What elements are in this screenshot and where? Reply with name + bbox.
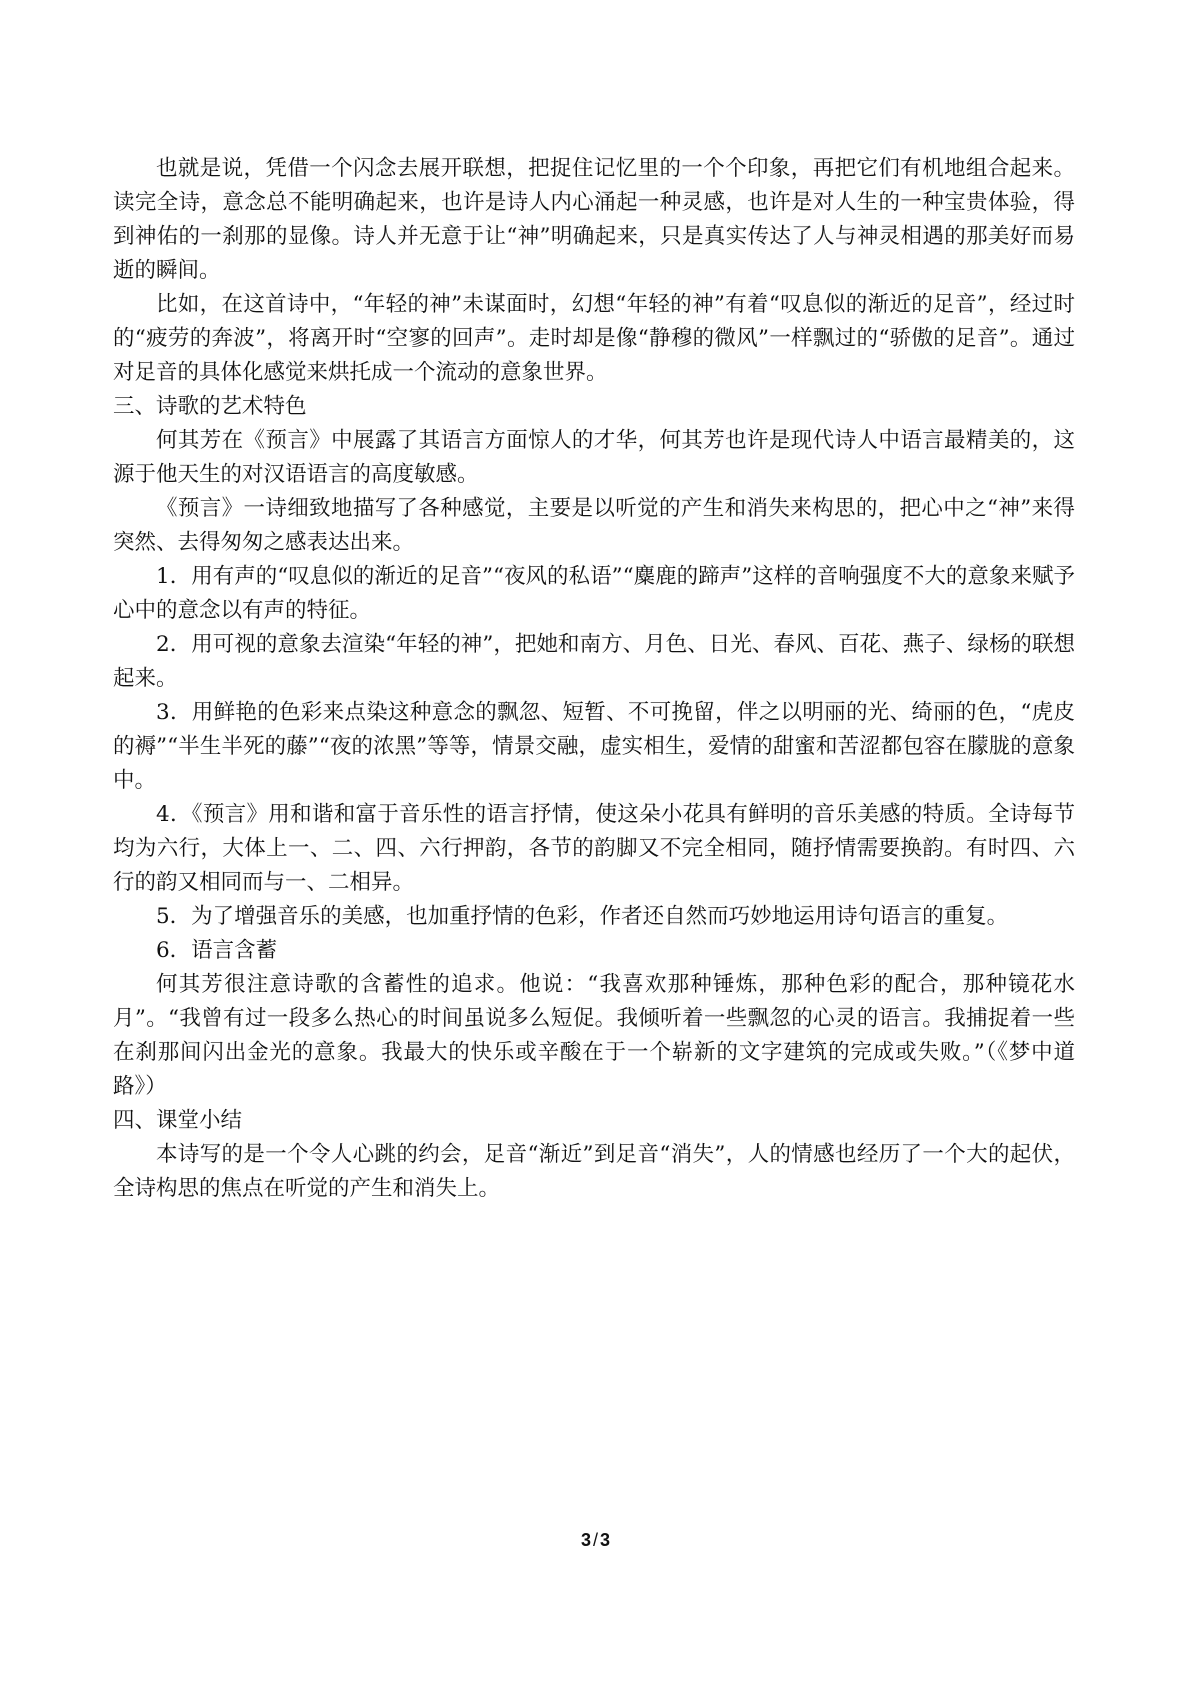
section-heading-4: 四、课堂小结 xyxy=(113,1108,243,1133)
list-item-3: 3．用鲜艳的色彩来点染这种意念的飘忽、短暂、不可挽留，伴之以明丽的光、绮丽的色，“虎皮的褥”“半生半死的藤”“夜的浓黑”等等，情景交融，虚实相生，爱情的甜蜜和苦涩都包容在朦胧的意象中。 xyxy=(113,700,1075,793)
paragraph-1: 也就是说，凭借一个闪念去展开联想，把捉住记忆里的一个个印象，再把它们有机地组合起来。读完全诗，意念总不能明确起来，也许是诗人内心涌起一种灵感，也许是对人生的一种宝贵体验，得到神佑的一刹那的显像。诗人并无意于让“神”明确起来，只是真实传达了人与神灵相遇的那美好而易逝的瞬间。 xyxy=(113,156,1075,283)
list-item-2: 2．用可视的意象去渲染“年轻的神”，把她和南方、月色、日光、春风、百花、燕子、绿杨的联想起来。 xyxy=(113,632,1075,691)
list-item-5: 5．为了增强音乐的美感，也加重抒情的色彩，作者还自然而巧妙地运用诗句语言的重复。 xyxy=(156,904,1009,929)
paragraph-4: 《预言》一诗细致地描写了各种感觉，主要是以听觉的产生和消失来构思的，把心中之“神”来得突然、去得匆匆之感表达出来。 xyxy=(113,496,1075,555)
list-item-4: 4．《预言》用和谐和富于音乐性的语言抒情，使这朵小花具有鲜明的音乐美感的特质。全诗每节均为六行，大体上一、二、四、六行押韵，各节的韵脚又不完全相同，随抒情需要换韵。有时四、六行的韵又相同而与一、二相异。 xyxy=(113,802,1075,895)
paragraph-3: 何其芳在《预言》中展露了其语言方面惊人的才华，何其芳也许是现代诗人中语言最精美的，这源于他天生的对汉语语言的高度敏感。 xyxy=(113,428,1075,487)
list-item-1: 1．用有声的“叹息似的渐近的足音”“夜风的私语”“麋鹿的蹄声”这样的音响强度不大的意象来赋予心中的意念以有声的特征。 xyxy=(113,564,1075,623)
page-separator: / xyxy=(592,1530,598,1550)
total-pages-number: 3 xyxy=(600,1530,611,1550)
document-body xyxy=(113,152,1075,1206)
paragraph-summary: 本诗写的是一个令人心跳的约会，足音“渐近”到足音“消失”，人的情感也经历了一个大的起伏，全诗构思的焦点在听觉的产生和消失上。 xyxy=(113,1142,1075,1201)
paragraph-quote: 何其芳很注意诗歌的含蓄性的追求。他说：“我喜欢那种锤炼，那种色彩的配合，那种镜花水月”。“我曾有过一段多么热心的时间虽说多么短促。我倾听着一些飘忽的心灵的语言。我捕捉着一些在刹那间闪出金光的意象。我最大的快乐或辛酸在于一个崭新的文字建筑的完成或失败。”（《梦中道路》） xyxy=(113,972,1075,1099)
section-heading-3: 三、诗歌的艺术特色 xyxy=(113,394,307,419)
paragraph-2: 比如，在这首诗中，“年轻的神”未谋面时，幻想“年轻的神”有着“叹息似的渐近的足音”，经过时的“疲劳的奔波”，将离开时“空寥的回声”。走时却是像“静穆的微风”一样飘过的“骄傲的足音”。通过对足音的具体化感觉来烘托成一个流动的意象世界。 xyxy=(113,292,1075,385)
list-item-6: 6．语言含蓄 xyxy=(156,938,278,963)
current-page-number: 3 xyxy=(580,1530,591,1550)
page-number xyxy=(0,1530,1191,1551)
